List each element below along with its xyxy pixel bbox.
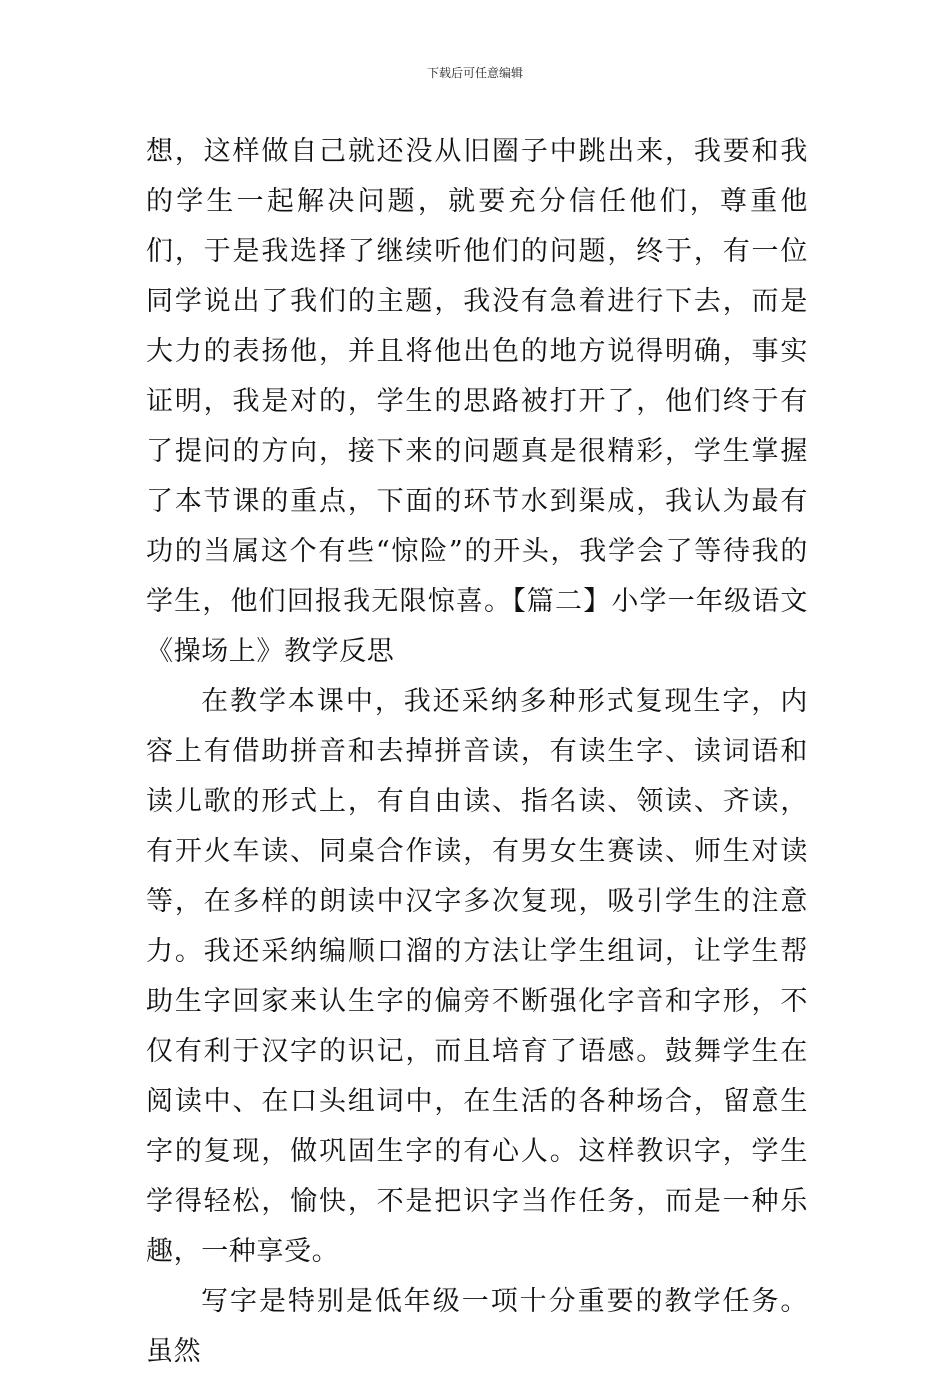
- page-header-note: 下载后可任意编辑: [426, 66, 523, 80]
- document-body: [146, 127, 808, 1377]
- paragraph-writing-task: 写字是特别是低年级一项十分重要的教学任务。虽然: [146, 1286, 808, 1367]
- paragraph-literacy-methods: 在教学本课中，我还采纳多种形式复现生字，内容上有借助拼音和去掉拼音读，有读生字、读词语和读儿歌的形式上，有自由读、指名读、领读、齐读，有开火车读、同桌合作读，有男女生赛读、师生对读等，在多样的朗读中汉字多次复现，吸引学生的注意力。我还采纳编顺口溜的方法让学生组词，让学生帮助生字回家来认生字的偏旁不断强化字音和字形，不仅有利于汉字的识记，而且培育了语感。鼓舞学生在阅读中、在口头组词中，在生活的各种场合，留意生字的复现，做巩固生字的有心人。这样教识字，学生学得轻松，愉快，不是把识字当作任务，而是一种乐趣，一种享受。: [146, 686, 808, 1267]
- paragraph-continuation: 想，这样做自己就还没从旧圈子中跳出来，我要和我的学生一起解决问题，就要充分信任他们，尊重他们，于是我选择了继续听他们的问题，终于，有一位同学说出了我们的主题，我没有急着进行下去，而是大力的表扬他，并且将他出色的地方说得明确，事实证明，我是对的，学生的思路被打开了，他们终于有了提问的方向，接下来的问题真是很精彩，学生掌握了本节课的重点，下面的环节水到渠成，我认为最有功的当属这个有些“惊险”的开头，我学会了等待我的学生，他们回报我无限惊喜。【篇二】小学一年级语文《操场上》教学反思: [146, 136, 808, 667]
